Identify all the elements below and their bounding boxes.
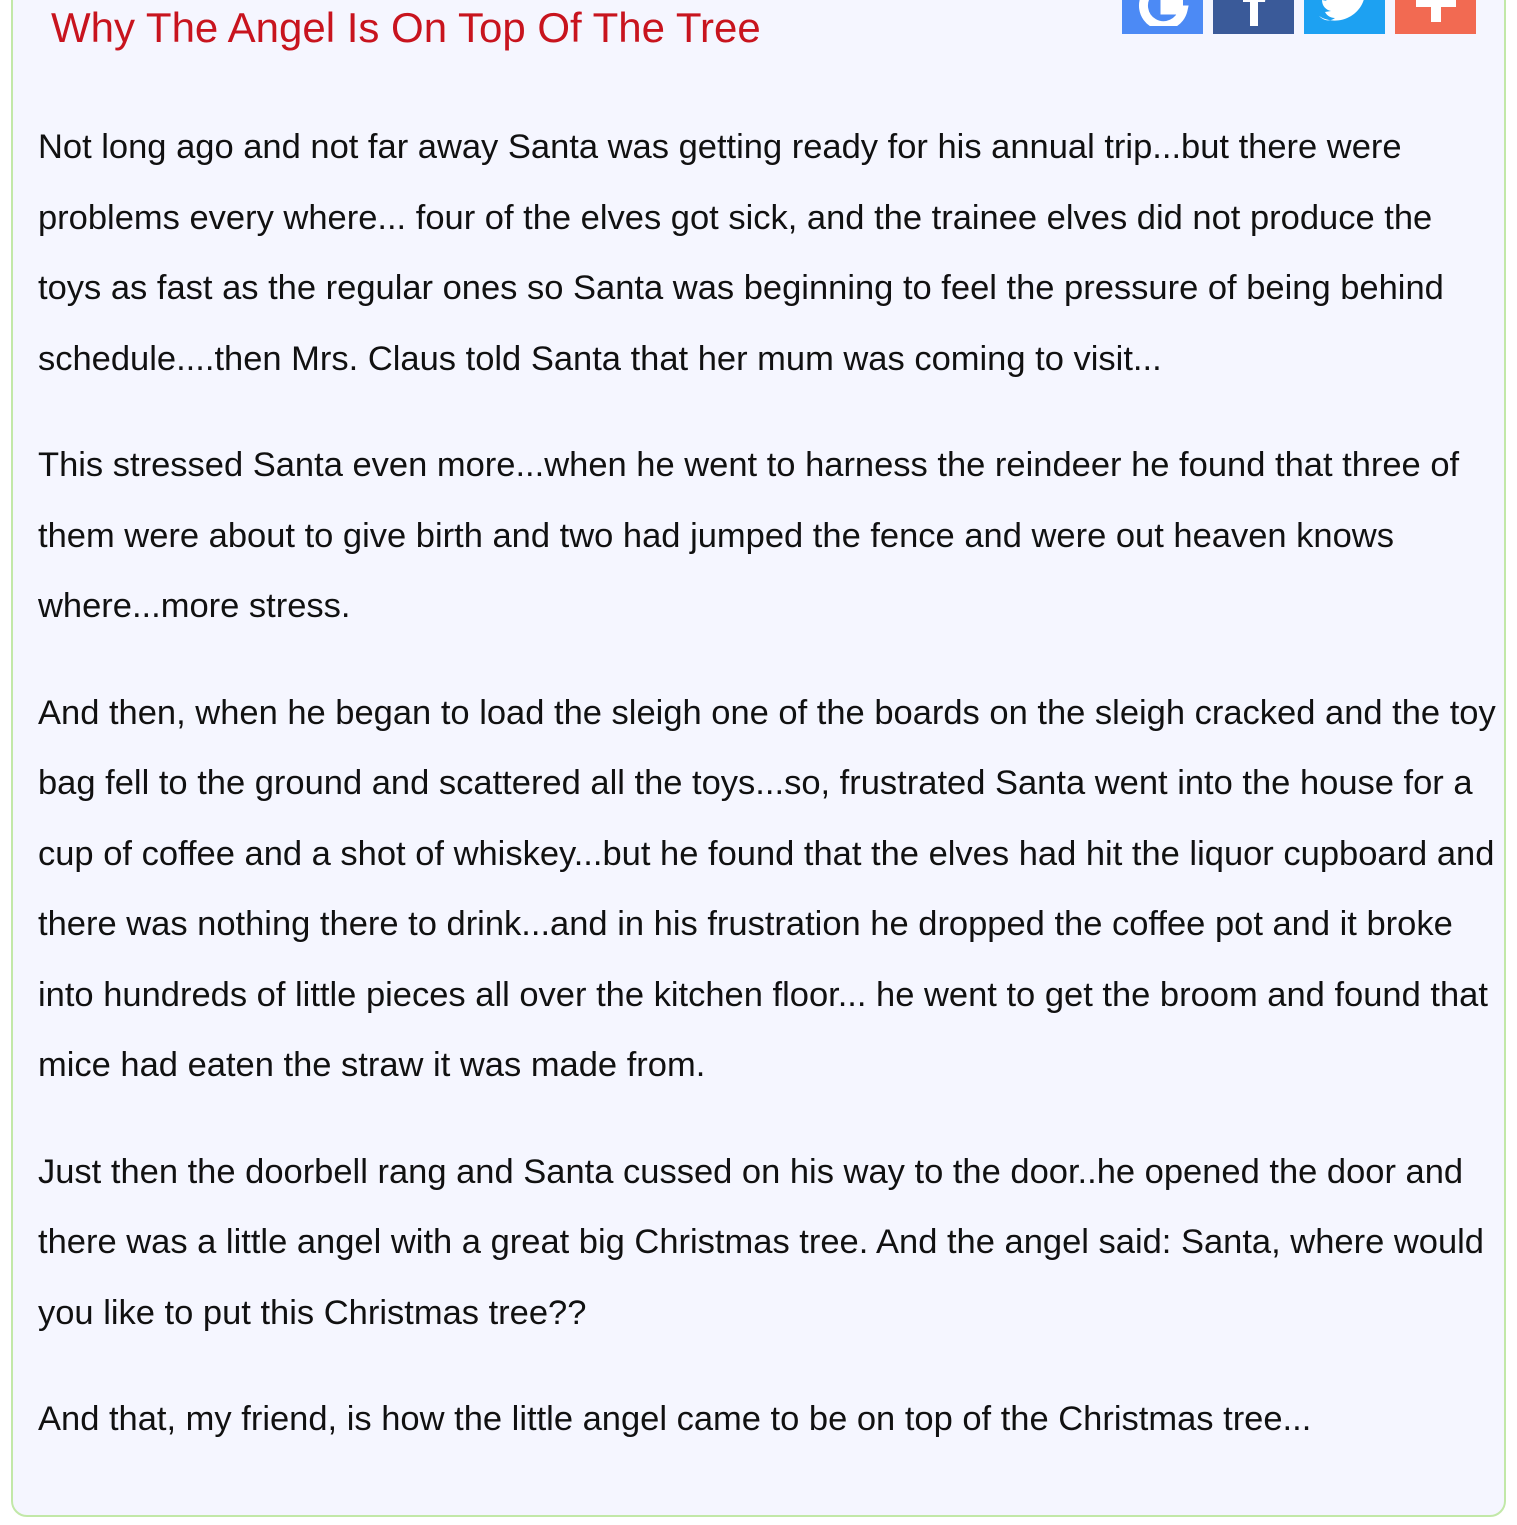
story-paragraph: This stressed Santa even more...when he went to harness the reindeer he found that three of them were about to give birth and two had jumped the fence and were out heaven knows where...more stress. bbox=[38, 446, 1460, 625]
share-more-button[interactable] bbox=[1395, 0, 1476, 34]
page-title: Why The Angel Is On Top Of The Tree bbox=[51, 4, 761, 51]
story-paragraph: Just then the doorbell rang and Santa cussed on his way to the door..he opened the door and there was a little angel with a great big Christmas tree. And the angel said: Santa, where would you like to put this Christmas tree?? bbox=[38, 1152, 1484, 1332]
share-facebook-button[interactable] bbox=[1213, 0, 1294, 34]
share-bar bbox=[1122, 0, 1476, 34]
share-twitter-button[interactable] bbox=[1304, 0, 1385, 34]
facebook-icon bbox=[1234, 0, 1274, 26]
plus-icon bbox=[1414, 0, 1458, 26]
story-paragraph: Not long ago and not far away Santa was getting ready for his annual trip...but there were problems every where... four of the elves got sick, and the trainee elves did not produce the toys as fast as the regular ones so Santa was beginning to feel the pressure of being behind schedule....then Mrs. Claus told Santa that her mum was coming to visit... bbox=[38, 128, 1444, 378]
story-paragraph: And that, my friend, is how the little angel came to be on top of the Christmas tree... bbox=[38, 1400, 1312, 1438]
story-body bbox=[38, 112, 1498, 1491]
twitter-icon bbox=[1317, 0, 1373, 26]
story-paragraph: And then, when he began to load the sleigh one of the boards on the sleigh cracked and the toy bag fell to the ground and scattered all the toys...so, frustrated Santa went into the house for a cup of coffee and a shot of whiskey...but he found that the elves had hit the liquor cupboard and there was nothing there to drink...and in his frustration he dropped the coffee pot and it broke into hundreds of little pieces all over the kitchen floor... he went to get the broom and found that mice had eaten the straw it was made from. bbox=[38, 693, 1496, 1084]
share-google-button[interactable] bbox=[1122, 0, 1203, 34]
google-icon bbox=[1135, 0, 1191, 26]
